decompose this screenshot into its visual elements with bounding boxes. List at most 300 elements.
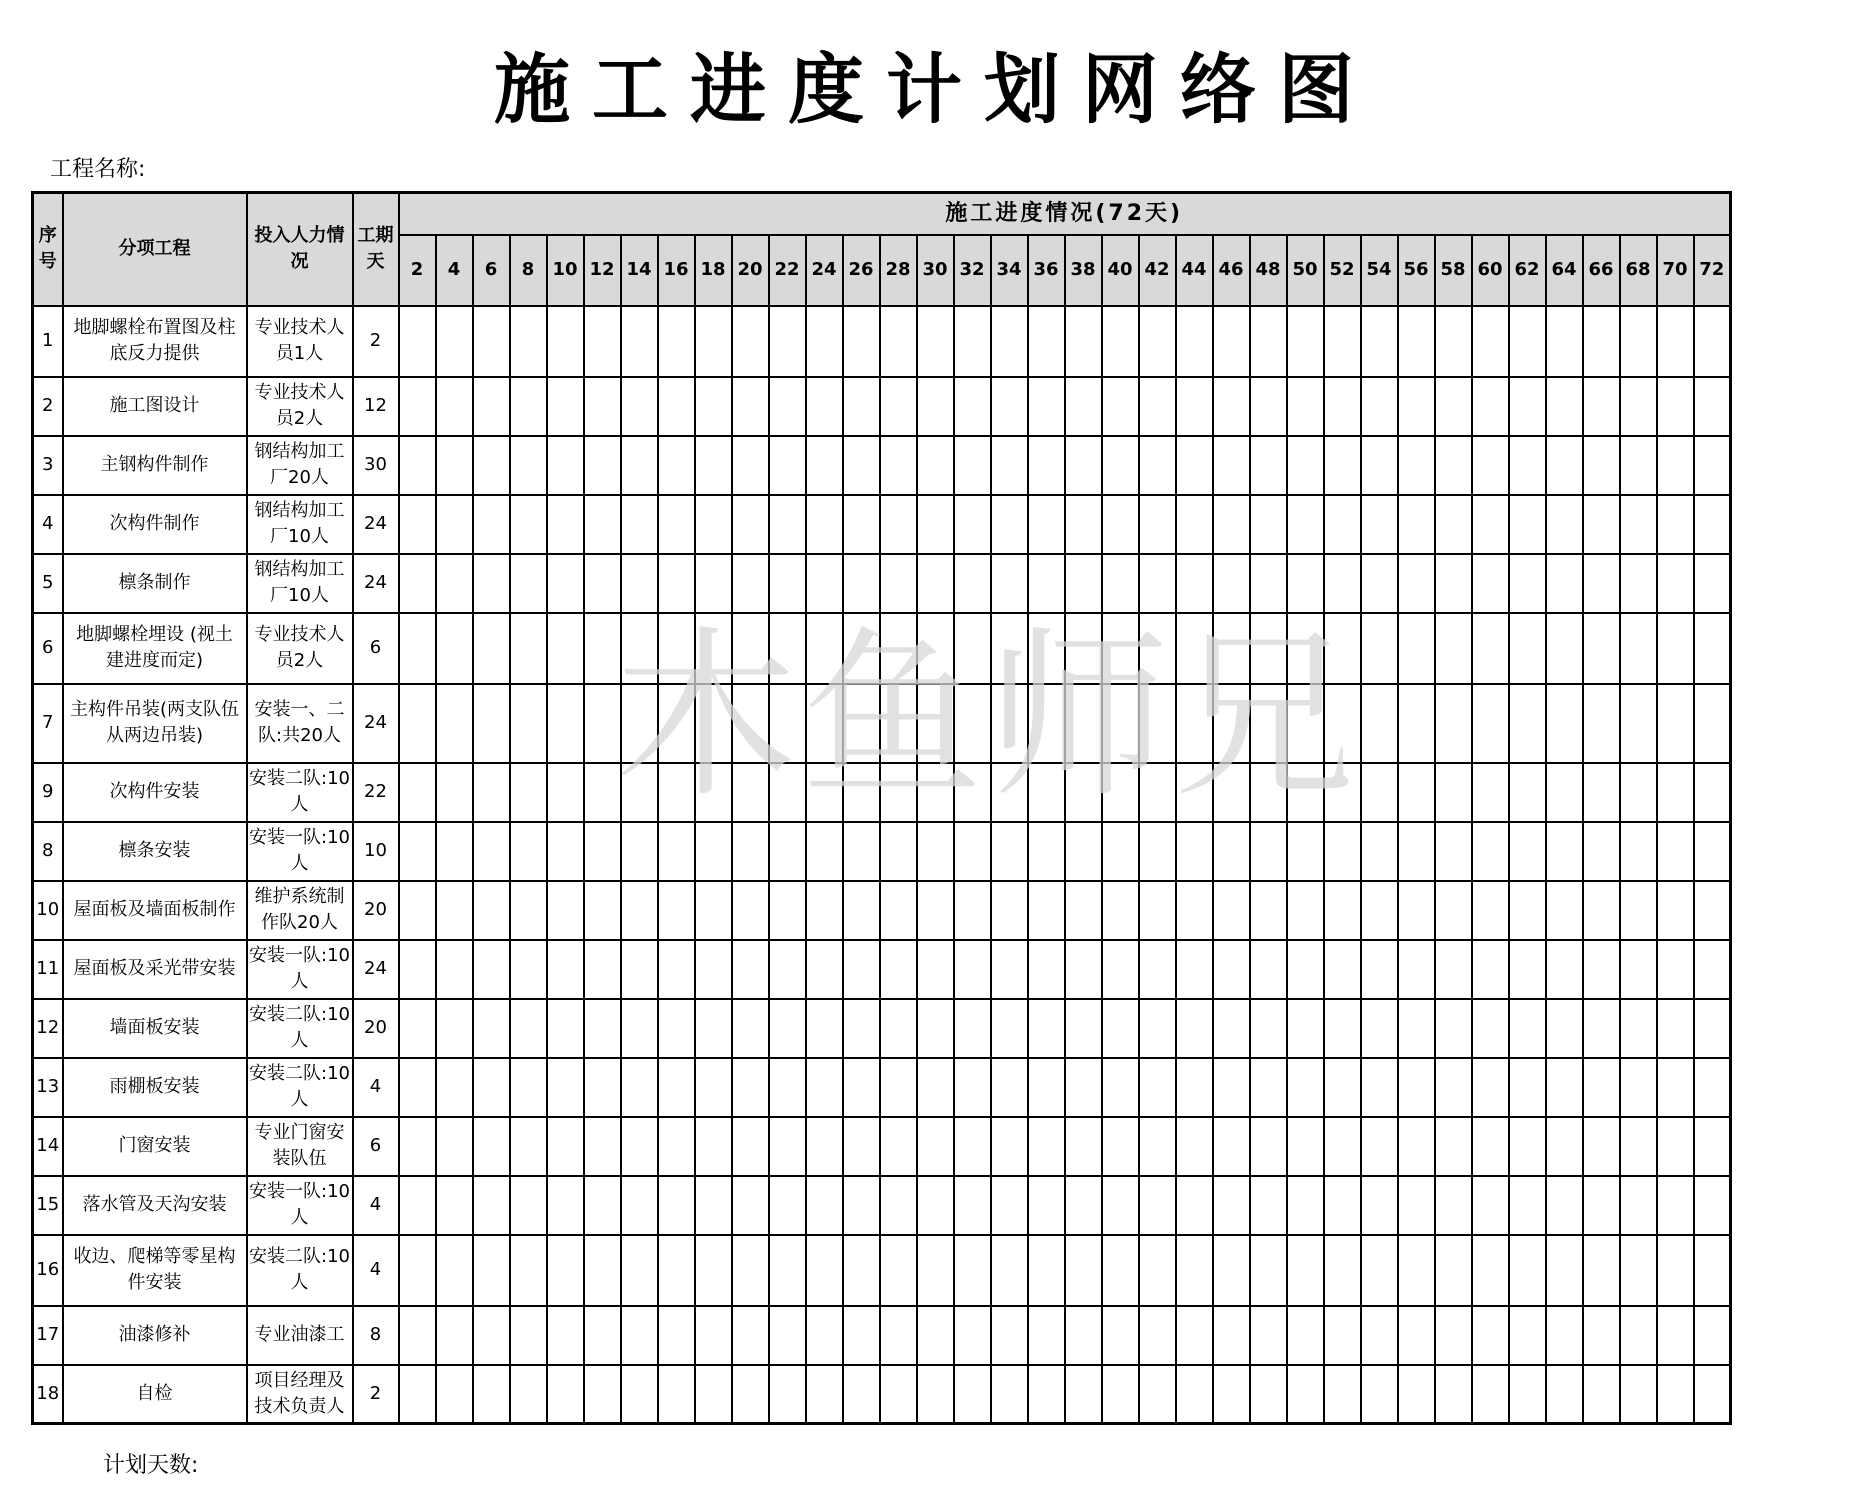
progress-cell: [399, 940, 436, 999]
progress-cell: [1583, 495, 1620, 554]
progress-cell: [1620, 1176, 1657, 1235]
progress-cell: [1583, 1117, 1620, 1176]
progress-cell: [584, 881, 621, 940]
progress-cell: [1139, 1117, 1176, 1176]
progress-cell: [1139, 613, 1176, 684]
progress-cell: [880, 1117, 917, 1176]
progress-cell: [1620, 306, 1657, 377]
progress-cell: [880, 613, 917, 684]
progress-cell: [436, 822, 473, 881]
progress-cell: [621, 1176, 658, 1235]
progress-cell: [880, 940, 917, 999]
row-labor: 专业技术人员2人: [247, 613, 353, 684]
progress-cell: [880, 1365, 917, 1424]
progress-cell: [1250, 306, 1287, 377]
progress-cell: [1028, 881, 1065, 940]
progress-cell: [1546, 1058, 1583, 1117]
progress-cell: [1435, 763, 1472, 822]
progress-cell: [732, 377, 769, 436]
progress-cell: [1472, 822, 1509, 881]
progress-cell: [1287, 1058, 1324, 1117]
day-header-cell: 32: [954, 235, 991, 306]
progress-cell: [695, 613, 732, 684]
progress-cell: [547, 554, 584, 613]
progress-cell: [621, 999, 658, 1058]
progress-cell: [1028, 1306, 1065, 1365]
table-row: [33, 554, 1731, 613]
row-duration: 20: [353, 999, 399, 1058]
progress-cell: [1213, 1117, 1250, 1176]
progress-cell: [695, 999, 732, 1058]
progress-cell: [1509, 613, 1546, 684]
progress-cell: [1398, 436, 1435, 495]
day-header-cell: 58: [1435, 235, 1472, 306]
progress-cell: [510, 436, 547, 495]
progress-cell: [1546, 1235, 1583, 1306]
progress-cell: [1620, 1058, 1657, 1117]
progress-cell: [547, 822, 584, 881]
progress-cell: [1435, 1176, 1472, 1235]
row-labor: 专业技术人员1人: [247, 306, 353, 377]
progress-cell: [1435, 822, 1472, 881]
progress-cell: [695, 684, 732, 763]
progress-cell: [1324, 763, 1361, 822]
progress-cell: [1620, 763, 1657, 822]
progress-cell: [917, 1117, 954, 1176]
progress-cell: [954, 436, 991, 495]
progress-cell: [1250, 377, 1287, 436]
progress-cell: [1065, 495, 1102, 554]
progress-cell: [1176, 763, 1213, 822]
progress-cell: [399, 1306, 436, 1365]
progress-cell: [806, 822, 843, 881]
progress-cell: [436, 1365, 473, 1424]
progress-cell: [658, 940, 695, 999]
row-seq: 17: [33, 1306, 63, 1365]
row-duration: 20: [353, 881, 399, 940]
progress-cell: [1139, 1176, 1176, 1235]
progress-cell: [1065, 881, 1102, 940]
progress-cell: [917, 306, 954, 377]
progress-cell: [1213, 822, 1250, 881]
progress-cell: [1287, 1117, 1324, 1176]
progress-cell: [1250, 554, 1287, 613]
progress-cell: [1028, 495, 1065, 554]
progress-cell: [1287, 613, 1324, 684]
progress-cell: [1361, 1058, 1398, 1117]
table-row: [33, 436, 1731, 495]
progress-cell: [547, 881, 584, 940]
progress-cell: [584, 436, 621, 495]
progress-cell: [473, 822, 510, 881]
row-item: 檩条制作: [63, 554, 247, 613]
progress-cell: [1509, 436, 1546, 495]
table-row: [33, 1058, 1731, 1117]
progress-cell: [1361, 822, 1398, 881]
progress-cell: [1065, 554, 1102, 613]
progress-cell: [1361, 495, 1398, 554]
progress-cell: [1213, 1058, 1250, 1117]
day-header-cell: 72: [1694, 235, 1731, 306]
progress-cell: [1287, 306, 1324, 377]
progress-cell: [1509, 763, 1546, 822]
progress-cell: [1176, 1235, 1213, 1306]
progress-cell: [954, 1058, 991, 1117]
progress-cell: [1065, 940, 1102, 999]
progress-cell: [1694, 763, 1731, 822]
progress-cell: [880, 822, 917, 881]
progress-cell: [1694, 436, 1731, 495]
progress-cell: [510, 377, 547, 436]
row-seq: 13: [33, 1058, 63, 1117]
progress-cell: [1435, 1306, 1472, 1365]
row-labor: 安装一队:10人: [247, 940, 353, 999]
progress-cell: [769, 1365, 806, 1424]
progress-cell: [769, 822, 806, 881]
progress-cell: [1435, 377, 1472, 436]
progress-cell: [1250, 1176, 1287, 1235]
table-row: [33, 495, 1731, 554]
progress-cell: [1398, 822, 1435, 881]
progress-cell: [732, 306, 769, 377]
progress-cell: [1102, 1365, 1139, 1424]
progress-cell: [732, 999, 769, 1058]
day-header-cell: 62: [1509, 235, 1546, 306]
progress-cell: [584, 306, 621, 377]
progress-cell: [658, 1117, 695, 1176]
progress-cell: [1398, 1306, 1435, 1365]
progress-cell: [1583, 1176, 1620, 1235]
header-progress: 施工进度情况(72天): [399, 193, 1731, 235]
progress-cell: [473, 1058, 510, 1117]
progress-cell: [991, 1365, 1028, 1424]
day-header-cell: 38: [1065, 235, 1102, 306]
progress-cell: [695, 881, 732, 940]
progress-cell: [1472, 1235, 1509, 1306]
day-header-cell: 16: [658, 235, 695, 306]
progress-cell: [1620, 999, 1657, 1058]
row-item: 自检: [63, 1365, 247, 1424]
progress-cell: [1028, 436, 1065, 495]
progress-cell: [695, 1306, 732, 1365]
progress-cell: [806, 613, 843, 684]
progress-cell: [843, 554, 880, 613]
progress-cell: [769, 881, 806, 940]
progress-cell: [991, 613, 1028, 684]
day-header-cell: 36: [1028, 235, 1065, 306]
progress-cell: [1620, 940, 1657, 999]
progress-cell: [547, 1365, 584, 1424]
progress-cell: [806, 1365, 843, 1424]
progress-cell: [399, 436, 436, 495]
row-seq: 9: [33, 763, 63, 822]
progress-cell: [1398, 554, 1435, 613]
progress-cell: [1176, 684, 1213, 763]
progress-cell: [1176, 436, 1213, 495]
progress-cell: [1546, 822, 1583, 881]
progress-cell: [547, 940, 584, 999]
progress-cell: [510, 1058, 547, 1117]
progress-cell: [1657, 554, 1694, 613]
progress-cell: [510, 306, 547, 377]
progress-cell: [1435, 940, 1472, 999]
progress-cell: [1139, 940, 1176, 999]
progress-cell: [843, 684, 880, 763]
table-row: [33, 684, 1731, 763]
progress-cell: [991, 377, 1028, 436]
progress-cell: [1435, 1365, 1472, 1424]
progress-cell: [1620, 881, 1657, 940]
progress-cell: [991, 436, 1028, 495]
progress-cell: [732, 763, 769, 822]
progress-cell: [1472, 613, 1509, 684]
progress-cell: [1176, 1058, 1213, 1117]
progress-cell: [1139, 306, 1176, 377]
progress-cell: [1509, 1365, 1546, 1424]
progress-cell: [473, 554, 510, 613]
progress-cell: [399, 1117, 436, 1176]
day-header-cell: 30: [917, 235, 954, 306]
progress-cell: [473, 377, 510, 436]
day-header-cell: 12: [584, 235, 621, 306]
progress-cell: [880, 1306, 917, 1365]
row-duration: 24: [353, 684, 399, 763]
progress-cell: [1102, 1176, 1139, 1235]
row-seq: 11: [33, 940, 63, 999]
progress-cell: [917, 822, 954, 881]
progress-cell: [473, 306, 510, 377]
progress-cell: [658, 684, 695, 763]
progress-cell: [547, 763, 584, 822]
progress-cell: [1250, 1365, 1287, 1424]
row-labor: 钢结构加工厂10人: [247, 495, 353, 554]
table-row: [33, 1117, 1731, 1176]
progress-cell: [1546, 940, 1583, 999]
progress-cell: [621, 1306, 658, 1365]
progress-cell: [436, 1306, 473, 1365]
progress-cell: [1250, 613, 1287, 684]
progress-cell: [917, 613, 954, 684]
progress-cell: [1472, 1365, 1509, 1424]
day-header-cell: 2: [399, 235, 436, 306]
progress-cell: [1287, 684, 1324, 763]
progress-cell: [621, 684, 658, 763]
row-labor: 安装二队:10人: [247, 763, 353, 822]
progress-cell: [1028, 1058, 1065, 1117]
progress-cell: [1694, 1176, 1731, 1235]
progress-cell: [1435, 999, 1472, 1058]
progress-cell: [547, 495, 584, 554]
progress-cell: [1546, 613, 1583, 684]
progress-cell: [621, 377, 658, 436]
progress-cell: [843, 377, 880, 436]
progress-cell: [1250, 495, 1287, 554]
row-seq: 3: [33, 436, 63, 495]
progress-cell: [584, 613, 621, 684]
progress-cell: [584, 377, 621, 436]
progress-cell: [1065, 1117, 1102, 1176]
progress-cell: [806, 940, 843, 999]
project-name-label: 工程名称:: [50, 157, 146, 182]
progress-cell: [917, 377, 954, 436]
progress-cell: [1065, 1176, 1102, 1235]
day-header-cell: 28: [880, 235, 917, 306]
progress-cell: [1435, 1235, 1472, 1306]
progress-cell: [991, 1306, 1028, 1365]
progress-cell: [806, 1117, 843, 1176]
progress-cell: [1509, 999, 1546, 1058]
progress-cell: [1694, 999, 1731, 1058]
progress-cell: [399, 1176, 436, 1235]
row-item: 油漆修补: [63, 1306, 247, 1365]
progress-cell: [584, 940, 621, 999]
progress-cell: [769, 763, 806, 822]
progress-cell: [1472, 495, 1509, 554]
progress-cell: [1176, 1117, 1213, 1176]
progress-cell: [1028, 377, 1065, 436]
progress-cell: [1102, 1058, 1139, 1117]
progress-cell: [1546, 436, 1583, 495]
progress-cell: [880, 684, 917, 763]
table-row: [33, 1235, 1731, 1306]
progress-cell: [436, 1176, 473, 1235]
progress-cell: [1694, 684, 1731, 763]
row-seq: 1: [33, 306, 63, 377]
progress-cell: [954, 1235, 991, 1306]
progress-cell: [1435, 495, 1472, 554]
progress-cell: [695, 377, 732, 436]
progress-cell: [547, 377, 584, 436]
progress-cell: [399, 554, 436, 613]
progress-cell: [695, 940, 732, 999]
row-seq: 4: [33, 495, 63, 554]
progress-cell: [1694, 613, 1731, 684]
progress-cell: [991, 1176, 1028, 1235]
progress-cell: [436, 999, 473, 1058]
progress-cell: [399, 684, 436, 763]
progress-cell: [1361, 1306, 1398, 1365]
progress-cell: [1213, 1176, 1250, 1235]
progress-cell: [1583, 377, 1620, 436]
progress-cell: [843, 881, 880, 940]
progress-cell: [880, 763, 917, 822]
row-item: 墙面板安装: [63, 999, 247, 1058]
progress-cell: [1546, 1306, 1583, 1365]
progress-cell: [1657, 613, 1694, 684]
progress-cell: [1583, 684, 1620, 763]
progress-cell: [584, 1365, 621, 1424]
progress-cell: [1324, 940, 1361, 999]
progress-cell: [954, 1176, 991, 1235]
table-row: [33, 306, 1731, 377]
row-duration: 2: [353, 306, 399, 377]
progress-cell: [1324, 1058, 1361, 1117]
progress-cell: [1361, 377, 1398, 436]
progress-cell: [584, 1306, 621, 1365]
progress-cell: [954, 1365, 991, 1424]
progress-cell: [1546, 999, 1583, 1058]
progress-cell: [1213, 495, 1250, 554]
progress-cell: [658, 999, 695, 1058]
row-seq: 10: [33, 881, 63, 940]
progress-cell: [1028, 1176, 1065, 1235]
progress-cell: [843, 495, 880, 554]
progress-cell: [843, 940, 880, 999]
progress-cell: [843, 1058, 880, 1117]
progress-cell: [1250, 1306, 1287, 1365]
progress-cell: [1065, 1365, 1102, 1424]
progress-cell: [1398, 684, 1435, 763]
table-row: [33, 1306, 1731, 1365]
progress-cell: [917, 1365, 954, 1424]
progress-cell: [1361, 1365, 1398, 1424]
progress-cell: [991, 763, 1028, 822]
progress-cell: [621, 1365, 658, 1424]
row-item: 主构件吊装(两支队伍从两边吊装): [63, 684, 247, 763]
progress-cell: [399, 763, 436, 822]
progress-cell: [1065, 763, 1102, 822]
progress-cell: [917, 495, 954, 554]
day-header-cell: 48: [1250, 235, 1287, 306]
progress-cell: [658, 306, 695, 377]
progress-cell: [1065, 1058, 1102, 1117]
progress-cell: [1435, 554, 1472, 613]
progress-cell: [1472, 306, 1509, 377]
progress-cell: [1287, 763, 1324, 822]
progress-cell: [1583, 306, 1620, 377]
progress-cell: [1546, 763, 1583, 822]
progress-cell: [991, 684, 1028, 763]
table-row: [33, 1365, 1731, 1424]
progress-cell: [1065, 306, 1102, 377]
day-header-cell: 44: [1176, 235, 1213, 306]
header-labor: 投入人力情况: [247, 193, 353, 306]
progress-cell: [769, 436, 806, 495]
day-header-cell: 24: [806, 235, 843, 306]
progress-cell: [991, 1117, 1028, 1176]
progress-cell: [1583, 613, 1620, 684]
progress-cell: [473, 1235, 510, 1306]
progress-cell: [1361, 306, 1398, 377]
progress-cell: [695, 822, 732, 881]
progress-cell: [658, 554, 695, 613]
row-labor: 维护系统制作队20人: [247, 881, 353, 940]
row-item: 收边、爬梯等零星构件安装: [63, 1235, 247, 1306]
progress-cell: [1509, 1306, 1546, 1365]
day-header-cell: 8: [510, 235, 547, 306]
progress-cell: [436, 684, 473, 763]
progress-cell: [510, 1176, 547, 1235]
progress-cell: [436, 1235, 473, 1306]
progress-cell: [1139, 684, 1176, 763]
day-header-cell: 34: [991, 235, 1028, 306]
progress-cell: [436, 495, 473, 554]
progress-cell: [732, 822, 769, 881]
row-item: 门窗安装: [63, 1117, 247, 1176]
progress-cell: [1102, 306, 1139, 377]
progress-cell: [1065, 822, 1102, 881]
progress-cell: [1324, 1365, 1361, 1424]
progress-cell: [769, 1117, 806, 1176]
progress-cell: [954, 554, 991, 613]
progress-cell: [1694, 495, 1731, 554]
progress-cell: [1583, 554, 1620, 613]
progress-cell: [1028, 1235, 1065, 1306]
progress-cell: [1361, 1235, 1398, 1306]
progress-cell: [1250, 940, 1287, 999]
row-labor: 安装一、二队:共20人: [247, 684, 353, 763]
progress-cell: [1324, 684, 1361, 763]
